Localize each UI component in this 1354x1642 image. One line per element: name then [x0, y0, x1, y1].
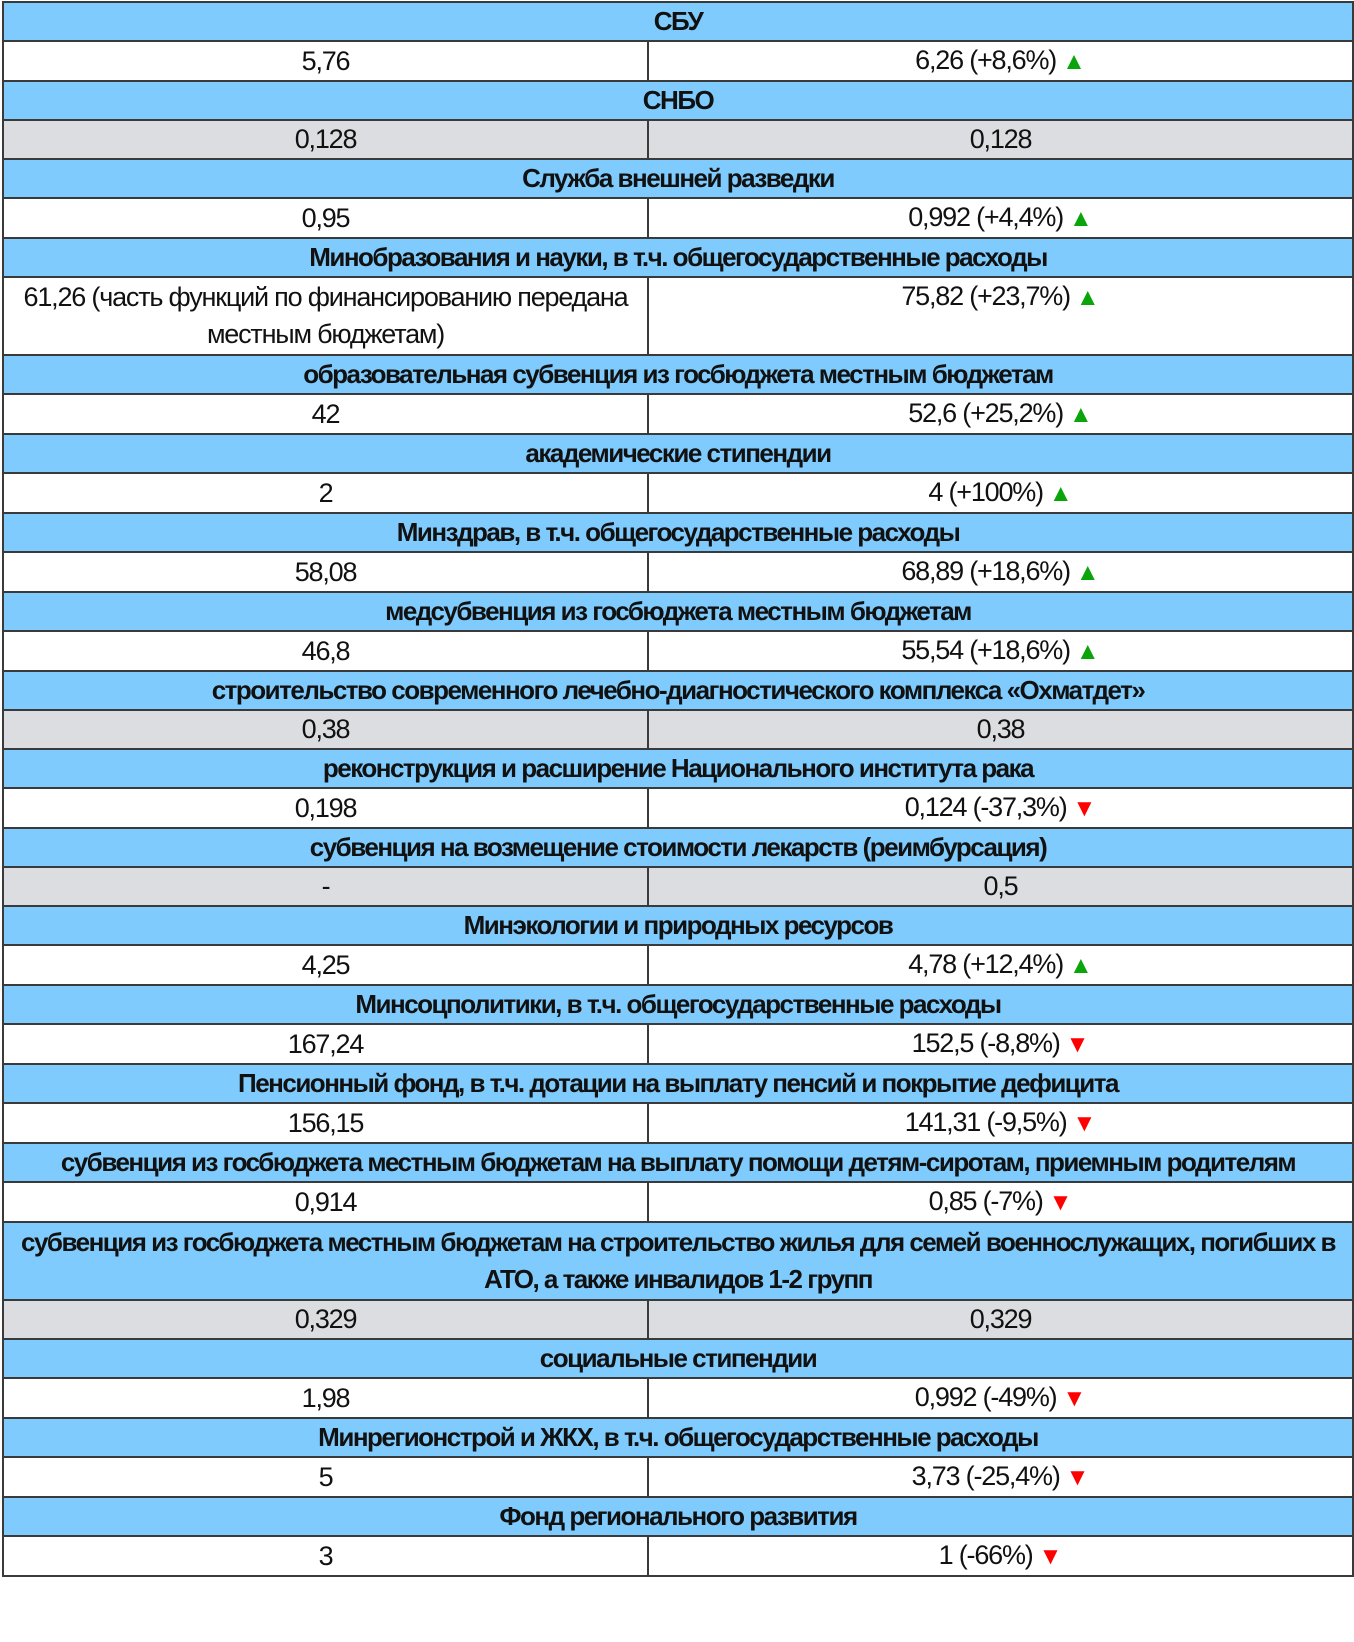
section-header-row: [3, 159, 1353, 198]
old-value-cell: -: [3, 867, 648, 906]
old-value-cell: 0,914: [3, 1182, 648, 1222]
table-row: [3, 1536, 1353, 1576]
new-value-text: 75,82 (+23,7%): [901, 281, 1070, 311]
new-value-text: 4,78 (+12,4%): [908, 949, 1063, 979]
old-value-cell: 0,38: [3, 710, 648, 749]
new-value-cell: [648, 1103, 1353, 1143]
old-value-cell: 1,98: [3, 1378, 648, 1418]
new-value-text: 52,6 (+25,2%): [908, 398, 1063, 428]
section-header-row: [3, 2, 1353, 41]
section-title: Минрегионстрой и ЖКХ, в т.ч. общегосударственные расходы: [3, 1418, 1353, 1457]
new-value-cell: [648, 120, 1353, 159]
section-header-row: [3, 238, 1353, 277]
down-triangle-icon: ▼: [1065, 1031, 1090, 1058]
table-row: [3, 552, 1353, 592]
table-row: [3, 1300, 1353, 1339]
new-value-cell: [648, 710, 1353, 749]
section-title: Служба внешней разведки: [3, 159, 1353, 198]
old-value-cell: 5,76: [3, 41, 648, 81]
section-title: медсубвенция из госбюджета местным бюджетам: [3, 592, 1353, 631]
table-row: [3, 1182, 1353, 1222]
old-value-cell: 156,15: [3, 1103, 648, 1143]
up-triangle-icon: ▲: [1069, 952, 1093, 979]
section-header-row: [3, 906, 1353, 945]
section-title: СБУ: [3, 2, 1353, 41]
new-value-cell: [648, 788, 1353, 828]
section-header-row: [3, 671, 1353, 710]
new-value-cell: [648, 552, 1353, 592]
section-title: Минздрав, в т.ч. общегосударственные расходы: [3, 513, 1353, 552]
new-value-cell: [648, 945, 1353, 985]
down-triangle-icon: ▼: [1062, 1385, 1087, 1412]
new-value-text: 0,329: [969, 1304, 1032, 1334]
section-header-row: [3, 1143, 1353, 1182]
new-value-cell: [648, 1536, 1353, 1576]
up-triangle-icon: ▲: [1069, 401, 1093, 428]
section-header-row: [3, 1418, 1353, 1457]
section-title: субвенция из госбюджета местным бюджетам на выплату помощи детям-сиротам, приемным родителям: [3, 1143, 1353, 1182]
new-value-cell: [648, 394, 1353, 434]
new-value-cell: [648, 277, 1353, 355]
section-title: субвенция из госбюджета местным бюджетам на строительство жилья для семей военнослужащих, погибших в АТО, а также инвалидов 1-2 групп: [3, 1222, 1353, 1300]
new-value-cell: [648, 198, 1353, 238]
new-value-cell: [648, 1300, 1353, 1339]
old-value-cell: 42: [3, 394, 648, 434]
table-row: [3, 1457, 1353, 1497]
new-value-text: 0,124 (-37,3%): [904, 792, 1067, 822]
section-title: социальные стипендии: [3, 1339, 1353, 1378]
new-value-text: 0,5: [983, 871, 1018, 901]
section-title: СНБО: [3, 81, 1353, 120]
section-title: субвенция на возмещение стоимости лекарств (реимбурсация): [3, 828, 1353, 867]
up-triangle-icon: ▲: [1075, 284, 1100, 311]
table-body: [3, 2, 1353, 1576]
new-value-cell: [648, 1457, 1353, 1497]
new-value-cell: [648, 1182, 1353, 1222]
table-row: [3, 631, 1353, 671]
table-row: [3, 394, 1353, 434]
section-header-row: [3, 81, 1353, 120]
section-header-row: [3, 355, 1353, 394]
section-header-row: [3, 1064, 1353, 1103]
new-value-cell: [648, 41, 1353, 81]
table-row: [3, 198, 1353, 238]
down-triangle-icon: ▼: [1072, 1110, 1097, 1137]
section-header-row: [3, 592, 1353, 631]
down-triangle-icon: ▼: [1072, 795, 1097, 822]
old-value-cell: 0,329: [3, 1300, 648, 1339]
section-title: Минсоцполитики, в т.ч. общегосударственные расходы: [3, 985, 1353, 1024]
old-value-cell: 46,8: [3, 631, 648, 671]
new-value-cell: [648, 1378, 1353, 1418]
new-value-text: 3,73 (-25,4%): [911, 1461, 1060, 1491]
new-value-cell: [648, 473, 1353, 513]
old-value-cell: 0,95: [3, 198, 648, 238]
old-value-cell: 5: [3, 1457, 648, 1497]
table-row: [3, 788, 1353, 828]
new-value-text: 0,85 (-7%): [928, 1186, 1043, 1216]
new-value-text: 55,54 (+18,6%): [901, 635, 1070, 665]
section-title: Пенсионный фонд, в т.ч. дотации на выплату пенсий и покрытие дефицита: [3, 1064, 1353, 1103]
up-triangle-icon: ▲: [1062, 48, 1086, 75]
new-value-cell: [648, 867, 1353, 906]
up-triangle-icon: ▲: [1075, 559, 1100, 586]
section-title: строительство современного лечебно-диагностического комплекса «Охматдет»: [3, 671, 1353, 710]
new-value-text: 0,128: [969, 124, 1032, 154]
down-triangle-icon: ▼: [1065, 1464, 1090, 1491]
section-title: Фонд регионального развития: [3, 1497, 1353, 1536]
section-header-row: [3, 1339, 1353, 1378]
section-title: образовательная субвенция из госбюджета местным бюджетам: [3, 355, 1353, 394]
section-header-row: [3, 828, 1353, 867]
new-value-text: 0,38: [976, 714, 1025, 744]
old-value-cell: 4,25: [3, 945, 648, 985]
old-value-cell: 0,128: [3, 120, 648, 159]
section-header-row: [3, 513, 1353, 552]
budget-comparison-table: [2, 1, 1354, 1577]
section-header-row: [3, 985, 1353, 1024]
table-row: [3, 473, 1353, 513]
new-value-text: 152,5 (-8,8%): [911, 1028, 1060, 1058]
table-row: [3, 120, 1353, 159]
old-value-cell: 0,198: [3, 788, 648, 828]
section-header-row: [3, 749, 1353, 788]
old-value-cell: 61,26 (часть функций по финансированию передана местным бюджетам): [3, 277, 648, 355]
old-value-cell: 3: [3, 1536, 648, 1576]
section-header-row: [3, 1497, 1353, 1536]
section-header-row: [3, 434, 1353, 473]
table-row: [3, 867, 1353, 906]
table-row: [3, 710, 1353, 749]
table-row: [3, 1024, 1353, 1064]
down-triangle-icon: ▼: [1038, 1543, 1063, 1570]
section-title: академические стипендии: [3, 434, 1353, 473]
new-value-text: 0,992 (+4,4%): [908, 202, 1063, 232]
new-value-text: 6,26 (+8,6%): [915, 45, 1057, 75]
old-value-cell: 58,08: [3, 552, 648, 592]
new-value-text: 1 (-66%): [938, 1540, 1033, 1570]
up-triangle-icon: ▲: [1069, 205, 1093, 232]
section-title: Минэкологии и природных ресурсов: [3, 906, 1353, 945]
new-value-text: 4 (+100%): [928, 477, 1043, 507]
table-row: [3, 1378, 1353, 1418]
new-value-cell: [648, 631, 1353, 671]
new-value-text: 68,89 (+18,6%): [901, 556, 1070, 586]
table-row: [3, 41, 1353, 81]
old-value-cell: 167,24: [3, 1024, 648, 1064]
section-title: Минобразования и науки, в т.ч. общегосударственные расходы: [3, 238, 1353, 277]
new-value-text: 141,31 (-9,5%): [904, 1107, 1067, 1137]
new-value-cell: [648, 1024, 1353, 1064]
up-triangle-icon: ▲: [1048, 480, 1073, 507]
section-title: реконструкция и расширение Национального института рака: [3, 749, 1353, 788]
up-triangle-icon: ▲: [1075, 638, 1100, 665]
table-row: [3, 277, 1353, 355]
new-value-text: 0,992 (-49%): [914, 1382, 1057, 1412]
table-row: [3, 1103, 1353, 1143]
table-row: [3, 945, 1353, 985]
old-value-cell: 2: [3, 473, 648, 513]
down-triangle-icon: ▼: [1048, 1189, 1073, 1216]
section-header-row: [3, 1222, 1353, 1300]
